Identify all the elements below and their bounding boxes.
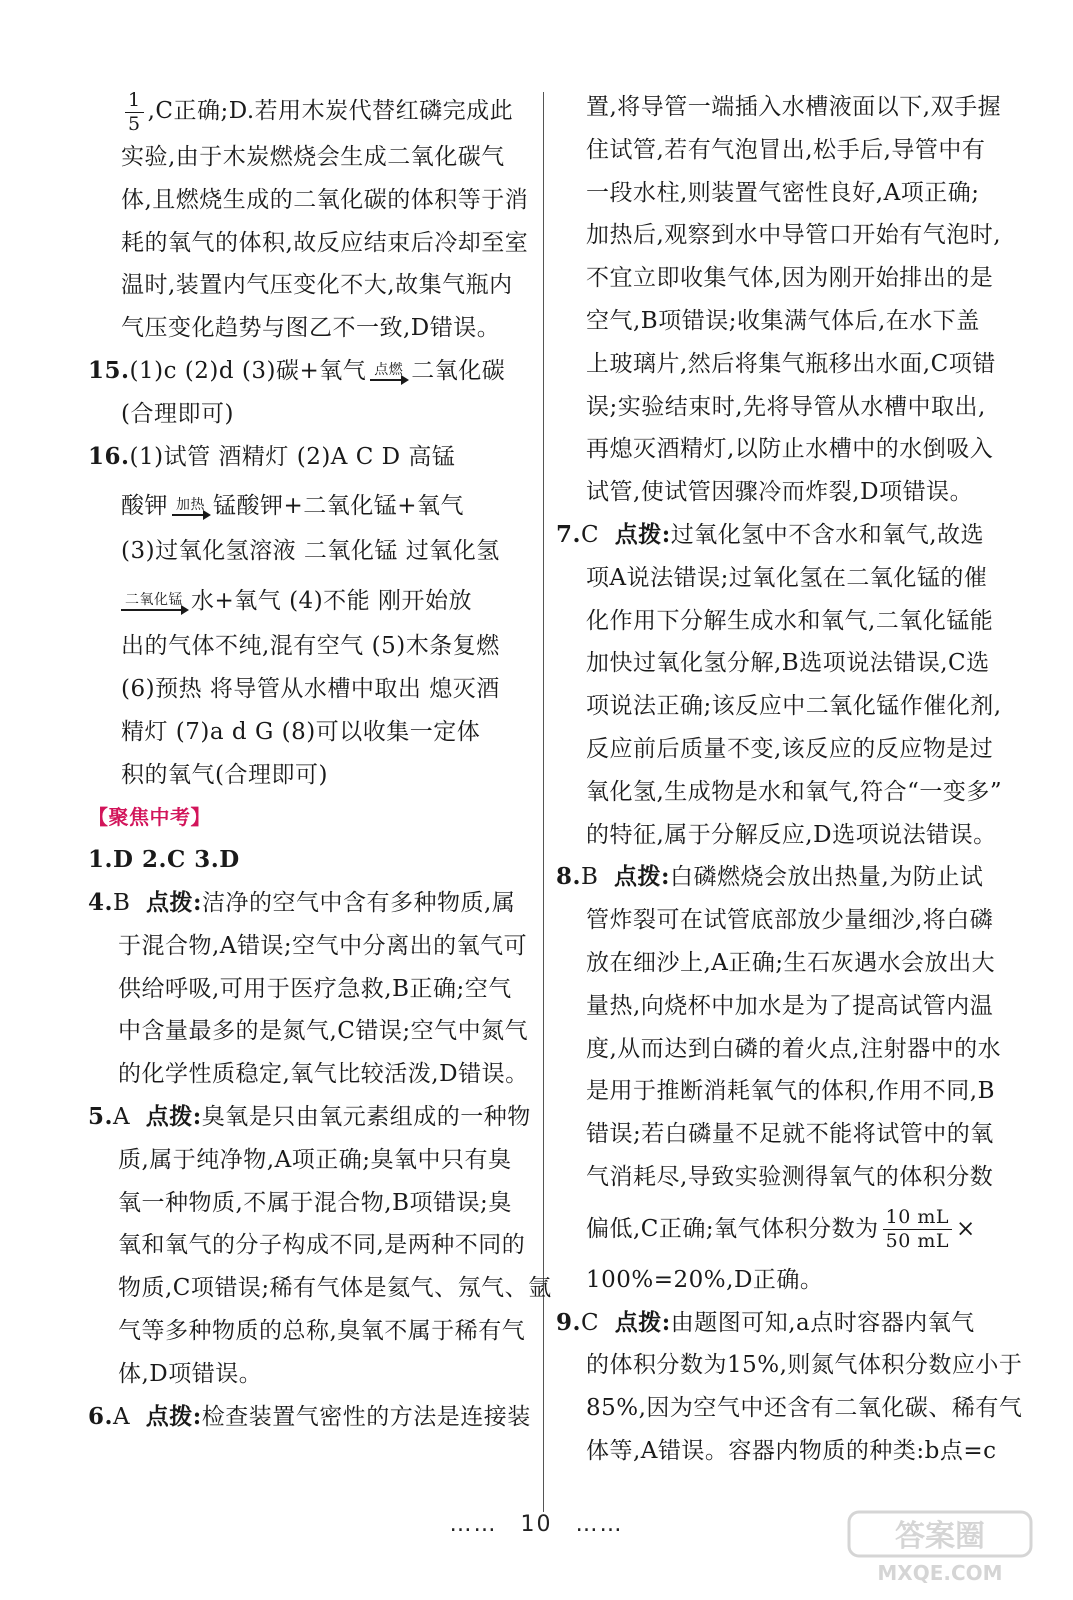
- text-line: 住试管,若有气泡冒出,松手后,导管中有: [586, 136, 986, 163]
- text-line: 氧和氧气的分子构成不同,是两种不同的: [118, 1232, 526, 1259]
- text-line: (合理即可): [121, 400, 234, 427]
- answer-8: 8.B 点拨:白磷燃烧会放出热量,为防止试: [556, 863, 984, 891]
- reaction-arrow: 加热: [172, 498, 209, 516]
- text-line: 化作用下分解生成水和氧气,二氧化锰能: [586, 607, 994, 634]
- text-line: 放在细沙上,A正确;生石灰遇水会放出大: [586, 949, 996, 976]
- answer-7: 7.C 点拨:过氧化氢中不含水和氧气,故选: [556, 520, 985, 548]
- text-line: 气消耗尽,导致实验测得氧气的体积分数: [586, 1163, 994, 1190]
- watermark-logo-icon: [845, 1508, 1035, 1588]
- fraction: $\frac{10 mL}{50 mL}$: [883, 1208, 952, 1251]
- text-line: 酸钾 加热 锰酸钾+二氧化锰+氧气: [121, 493, 465, 520]
- answer-4: 4.B 点拨:洁净的空气中含有多种物质,属: [88, 888, 516, 916]
- answer-9: 9.C 点拨:由题图可知,a点时容器内氧气: [556, 1308, 975, 1336]
- answers-1-3: 1.D 2.C 3.D: [88, 846, 240, 874]
- text-line: 体,且燃烧生成的二氧化碳的体积等于消: [121, 186, 529, 213]
- text-line: 质,属于纯净物,A项正确;臭氧中只有臭: [118, 1146, 512, 1173]
- fraction: $\frac{1}{5}$: [125, 91, 144, 134]
- text-line: 气压变化趋势与图乙不一致,D错误。: [121, 315, 501, 342]
- text-line: 二氧化锰 水+氧气 (4)不能 刚开始放: [88, 573, 538, 625]
- text-line: 加快过氧化氢分解,B选项说法错误,C选: [586, 650, 990, 677]
- text-line: 空气,B项错误;收集满气体后,在水下盖: [586, 307, 980, 334]
- text-line: 错误;若白磷量不足就不能将试管中的氧: [586, 1121, 994, 1148]
- reaction-arrow: 点燃: [370, 363, 407, 381]
- text-line: 不宜立即收集气体,因为刚开始排出的是: [586, 265, 994, 292]
- text-line: 置,将导管一端插入水槽液面以下,双手握: [586, 94, 1002, 120]
- text-line: 体等,A错误。容器内物质的种类:b点=c: [586, 1437, 997, 1464]
- text-line: 供给呼吸,可用于医疗急救,B正确;空气: [118, 975, 512, 1002]
- text-line: 管炸裂可在试管底部放少量细沙,将白磷: [586, 907, 994, 934]
- answer-5: 5.A 点拨:臭氧是只由氧元素组成的一种物: [88, 1102, 531, 1130]
- text-line: 的体积分数为15%,则氮气体积分数应小于: [586, 1352, 1023, 1379]
- svg-text:MXQE.COM: MXQE.COM: [877, 1561, 1003, 1585]
- text-line: 出的气体不纯,混有空气 (5)木条复燃: [121, 633, 500, 660]
- text-line: 85%,因为空气中还含有二氧化碳、稀有气: [586, 1395, 1023, 1422]
- text-line: 的化学性质稳定,氧气比较活泼,D错误。: [118, 1061, 529, 1088]
- text-line: 实验,由于木炭燃烧会生成二氧化碳气: [121, 144, 505, 170]
- text-line: 试管,使试管因骤冷而炸裂,D项错误。: [586, 479, 974, 506]
- text-line: 于混合物,A错误;空气中分离出的氧气可: [118, 932, 528, 959]
- text-line: 加热后,观察到水中导管口开始有气泡时,: [586, 222, 1002, 249]
- text-line: 温时,装置内气压变化不大,故集气瓶内: [121, 272, 513, 299]
- left-column: [88, 86, 552, 1438]
- text-line: 中含量最多的是氮气,C错误;空气中氮气: [118, 1018, 529, 1045]
- page-number: 10: [520, 1512, 553, 1537]
- text-line: 项说法正确;该反应中二氧化锰作催化剂,: [586, 693, 1002, 720]
- reaction-arrow: 二氧化锰: [121, 593, 187, 611]
- text-line: 物质,C项错误;稀有气体是氦气、氖气、氩: [118, 1275, 552, 1302]
- text-line: 上玻璃片,然后将集气瓶移出水面,C项错: [586, 350, 996, 377]
- text-line: 项A说法错误;过氧化氢在二氧化锰的催: [586, 564, 988, 591]
- svg-text:答案圈: 答案圈: [895, 1519, 985, 1554]
- page-footer: …… 10 ……: [449, 1512, 624, 1537]
- text-line: 氧化氢,生成物是水和氧气,符合“一变多”: [586, 778, 1003, 805]
- text-line: 积的氧气(合理即可): [121, 761, 328, 788]
- text-line: $\frac{1}{5}$ ,C正确;D.若用木炭代替红磷完成此: [88, 86, 538, 136]
- text-line: (6)预热 将导管从水槽中取出 熄灭酒: [121, 675, 500, 702]
- text-line: 再熄灭酒精灯,以防止水槽中的水倒吸入: [586, 436, 994, 463]
- text-line: 一段水柱,则装置气密性良好,A项正确;: [586, 179, 980, 206]
- text-line: 误;实验结束时,先将导管从水槽中取出,: [586, 393, 986, 420]
- text-line: (3)过氧化氢溶液 二氧化锰 过氧化氢: [121, 538, 500, 565]
- answer-6: 6.A 点拨:检查装置气密性的方法是连接装: [88, 1402, 531, 1430]
- text-line: 气等多种物质的总称,臭氧不属于稀有气: [118, 1317, 526, 1344]
- text-line: 100%=20%,D正确。: [586, 1266, 824, 1293]
- text-line: 反应前后质量不变,该反应的反应物是过: [586, 735, 994, 762]
- text-line: 量热,向烧杯中加水是为了提高试管内温: [586, 992, 994, 1019]
- text-line: 的特征,属于分解反应,D选项说法错误。: [586, 821, 997, 848]
- text-line: 偏低,C正确;氧气体积分数为 $\frac{10 mL}{50 mL}$ ×: [586, 1206, 976, 1253]
- section-heading: 【聚焦中考】: [88, 805, 211, 830]
- text-line: 氧一种物质,不属于混合物,B项错误;臭: [118, 1189, 512, 1216]
- text-line: 精灯 (7)a d G (8)可以收集一定体: [121, 718, 481, 745]
- answer-15: 15.(1)c (2)d (3)碳+氧气 点燃 二氧化碳: [88, 356, 506, 384]
- answer-16: 16.(1)试管 酒精灯 (2)A C D 高锰: [88, 442, 456, 470]
- right-column: [556, 86, 1023, 1473]
- text-line: 耗的氧气的体积,故反应结束后冷却至室: [121, 229, 529, 256]
- text-line: 是用于推断消耗氧气的体积,作用不同,B: [586, 1078, 996, 1105]
- text-line: 体,D项错误。: [118, 1360, 263, 1387]
- text-line: 度,从而达到白磷的着火点,注射器中的水: [586, 1035, 1002, 1062]
